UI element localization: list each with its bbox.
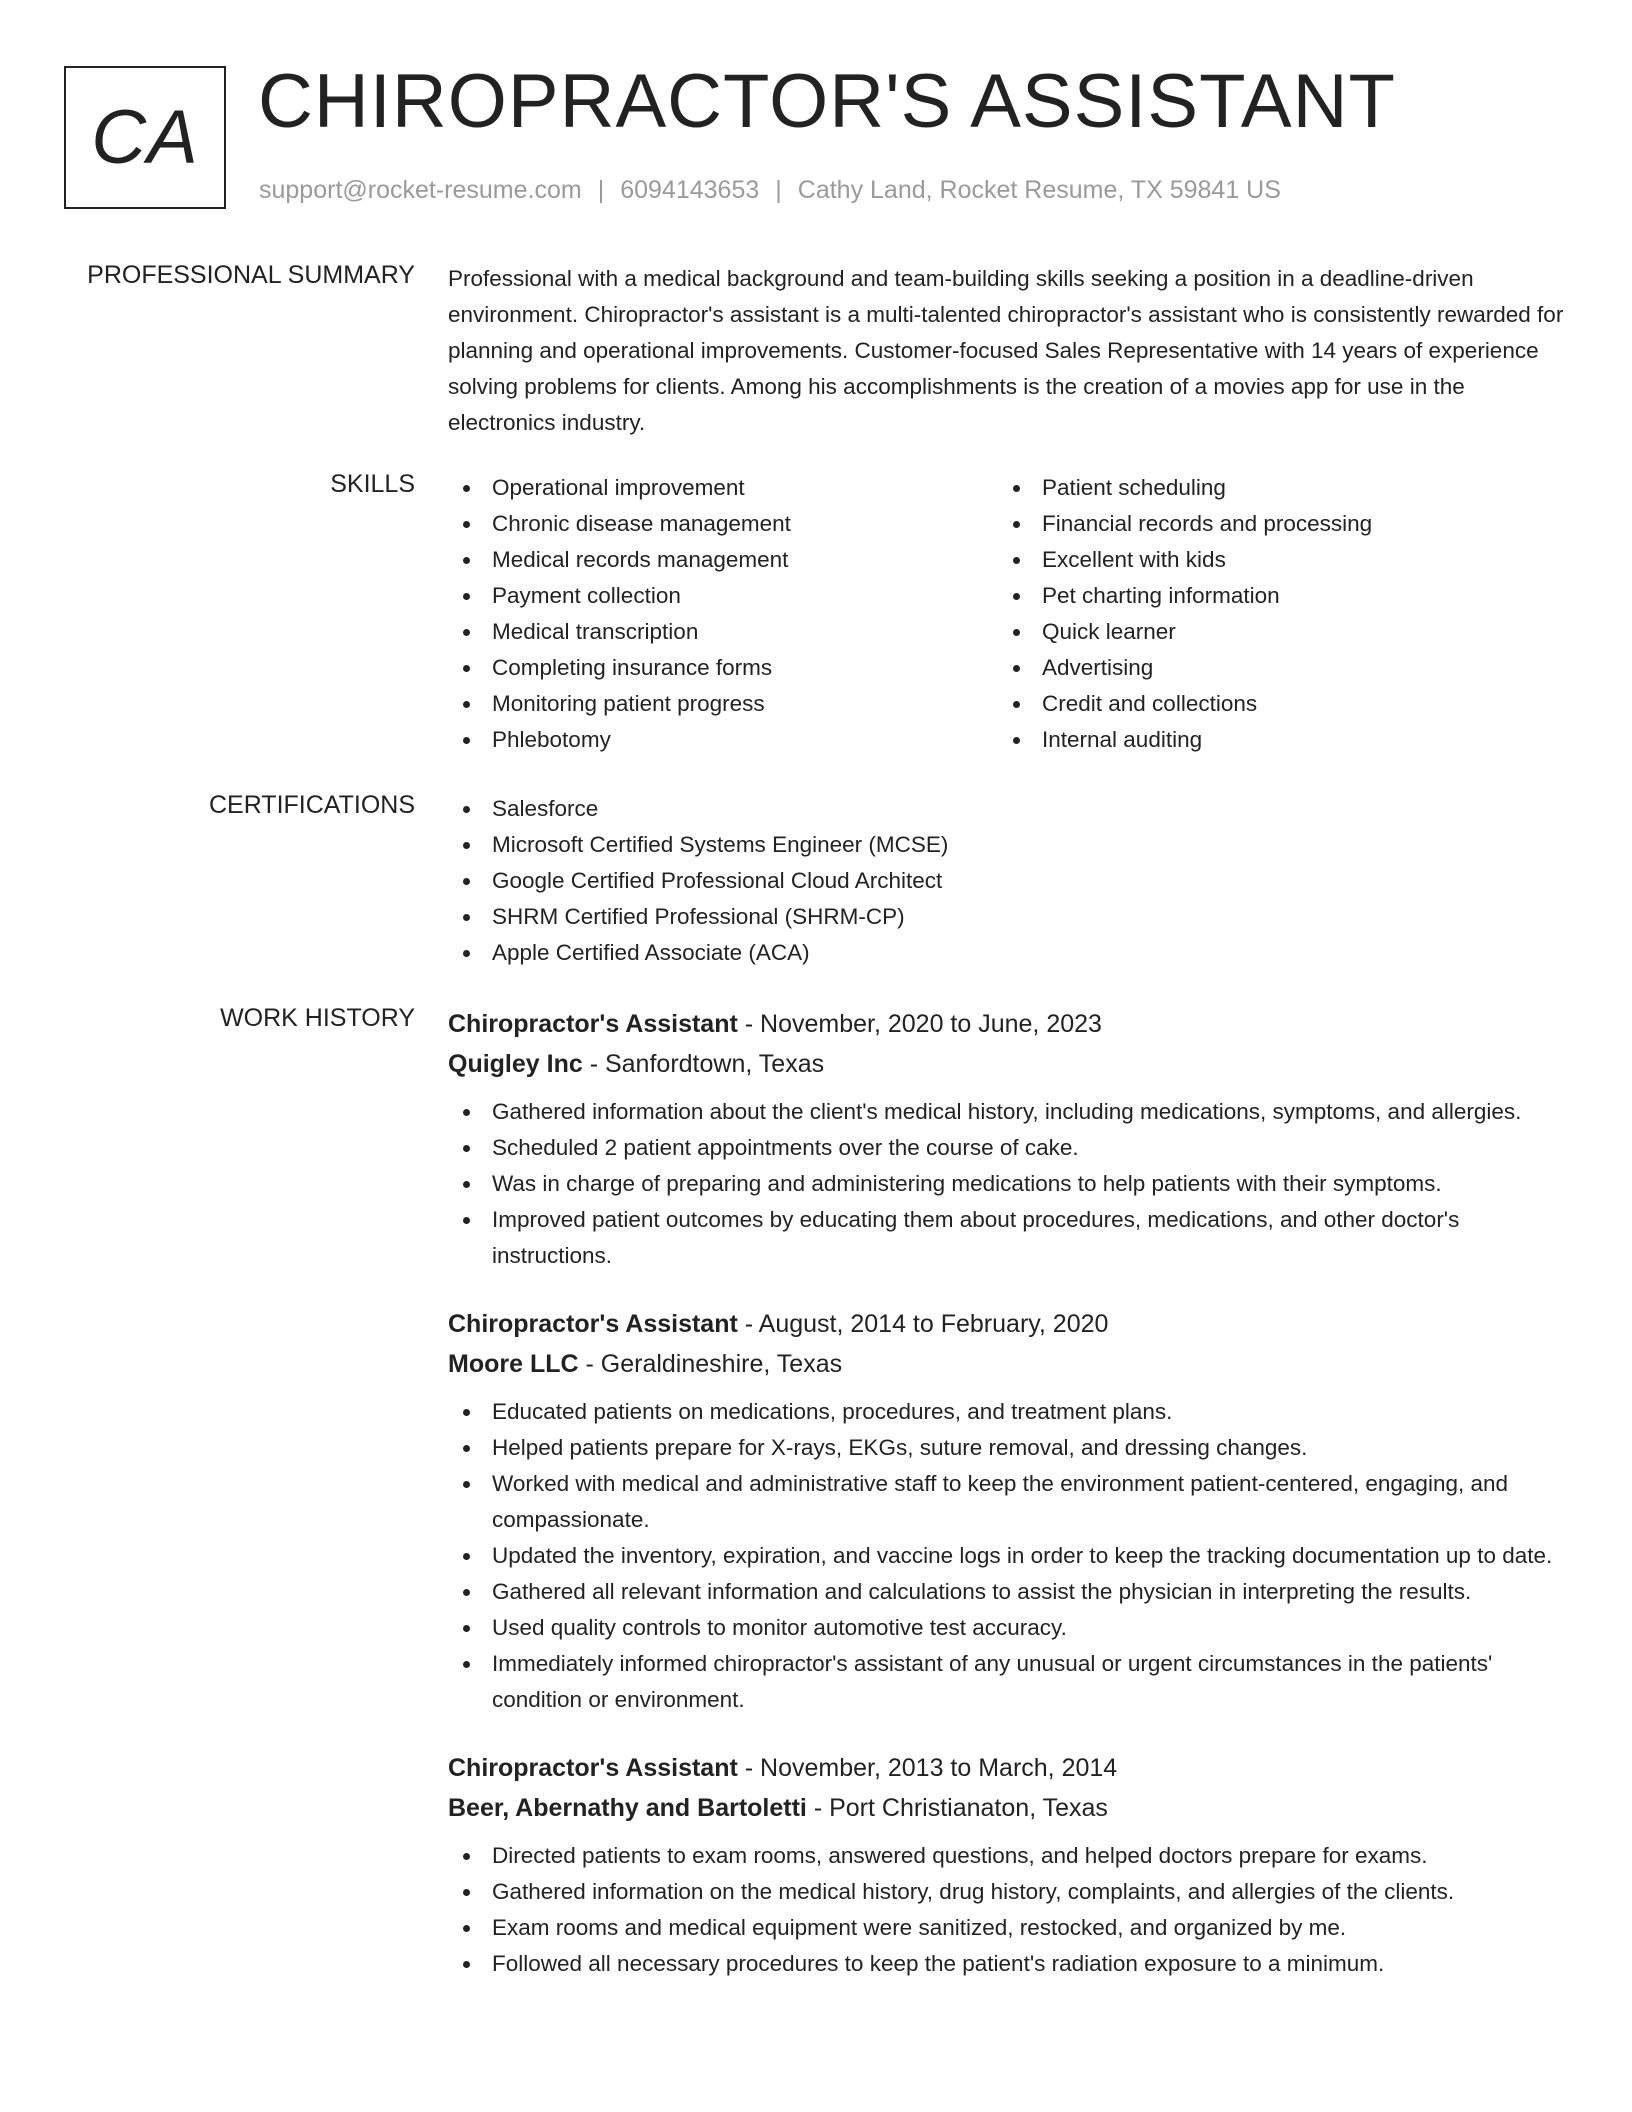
job-dates: - November, 2013 to March, 2014 [737, 1754, 1118, 1782]
certification-item: Google Certified Professional Cloud Architect [448, 863, 1568, 899]
job-location: - Port Christianaton, Texas [806, 1794, 1108, 1822]
skills-list-left [448, 470, 998, 758]
skill-item: Phlebotomy [448, 722, 998, 758]
contact-email[interactable]: support@rocket-resume.com [259, 176, 582, 204]
skill-item: Financial records and processing [998, 506, 1548, 542]
job-duty: Gathered all relevant information and calculations to assist the physician in interpreting the results. [448, 1574, 1568, 1610]
skill-item: Monitoring patient progress [448, 686, 998, 722]
job-entry [448, 1748, 1568, 1982]
job-location: - Sanfordtown, Texas [582, 1050, 825, 1078]
summary-heading: PROFESSIONAL SUMMARY [87, 261, 415, 289]
job-duty: Worked with medical and administrative staff to keep the environment patient-centered, engaging, and compassionate. [448, 1466, 1568, 1538]
job-duty: Was in charge of preparing and administering medications to help patients with their symptoms. [448, 1166, 1568, 1202]
job-entry [448, 1004, 1568, 1274]
job-duty: Used quality controls to monitor automotive test accuracy. [448, 1610, 1568, 1646]
job-duty: Gathered information about the client's medical history, including medications, symptoms, and allergies. [448, 1094, 1568, 1130]
skills-heading: SKILLS [330, 470, 415, 498]
monogram-box [64, 66, 226, 209]
job-duties-list [448, 1838, 1568, 1982]
job-duty: Helped patients prepare for X-rays, EKGs, suture removal, and dressing changes. [448, 1430, 1568, 1466]
job-duty: Educated patients on medications, procedures, and treatment plans. [448, 1394, 1568, 1430]
job-duty: Directed patients to exam rooms, answered questions, and helped doctors prepare for exams. [448, 1838, 1568, 1874]
job-title-line [448, 1304, 1568, 1344]
job-duty: Scheduled 2 patient appointments over the course of cake. [448, 1130, 1568, 1166]
job-duty: Gathered information on the medical history, drug history, complaints, and allergies of the clients. [448, 1874, 1568, 1910]
job-entry [448, 1304, 1568, 1718]
job-dates: - August, 2014 to February, 2020 [737, 1310, 1109, 1338]
job-company-line [448, 1788, 1568, 1828]
work-history-heading: WORK HISTORY [220, 1004, 415, 1032]
skill-item: Patient scheduling [998, 470, 1548, 506]
certification-item: Microsoft Certified Systems Engineer (MCSE) [448, 827, 1568, 863]
job-company-line [448, 1344, 1568, 1384]
skill-item: Completing insurance forms [448, 650, 998, 686]
summary-text: Professional with a medical background and team-building skills seeking a position in a deadline-driven environment. Chiropractor's assistant is a multi-talented chiropractor's assistant who is consistently rewarded for planning and operational improvements. Customer-focused Sales Representative with 14 years of experience solving problems for clients. Among his accomplishments is the creation of a movies app for use in the electronics industry. [448, 266, 1564, 435]
skill-item: Excellent with kids [998, 542, 1548, 578]
contact-phone[interactable]: 6094143653 [620, 176, 760, 204]
skill-item: Operational improvement [448, 470, 998, 506]
job-duty: Exam rooms and medical equipment were sanitized, restocked, and organized by me. [448, 1910, 1568, 1946]
job-duty: Followed all necessary procedures to keep the patient's radiation exposure to a minimum. [448, 1946, 1568, 1982]
job-company: Moore LLC [448, 1350, 579, 1378]
job-title-line [448, 1748, 1568, 1788]
skill-item: Advertising [998, 650, 1548, 686]
skill-item: Credit and collections [998, 686, 1548, 722]
resume-title: CHIROPRACTOR'S ASSISTANT [258, 59, 1396, 144]
skills-columns [448, 470, 1568, 758]
contact-separator: | [597, 176, 605, 204]
job-duty: Immediately informed chiropractor's assistant of any unusual or urgent circumstances in the patients' condition or environment. [448, 1646, 1568, 1718]
contact-address: Cathy Land, Rocket Resume, TX 59841 US [797, 176, 1281, 204]
job-company-line [448, 1044, 1568, 1084]
certification-item: Apple Certified Associate (ACA) [448, 935, 1568, 971]
certification-item: Salesforce [448, 791, 1568, 827]
job-duties-list [448, 1394, 1568, 1718]
contact-separator: | [775, 176, 782, 204]
monogram-initials: CA [91, 95, 199, 180]
skill-item: Medical transcription [448, 614, 998, 650]
job-company: Quigley Inc [448, 1050, 583, 1078]
job-duty: Improved patient outcomes by educating them about procedures, medications, and other doctor's instructions. [448, 1202, 1568, 1274]
job-duties-list [448, 1094, 1568, 1274]
skill-item: Medical records management [448, 542, 998, 578]
skill-item: Payment collection [448, 578, 998, 614]
certifications-heading: CERTIFICATIONS [208, 791, 415, 819]
skill-item: Pet charting information [998, 578, 1548, 614]
work-history-body [448, 1004, 1568, 2012]
certifications-body [448, 791, 1568, 971]
job-role: Chiropractor's Assistant [448, 1754, 738, 1782]
contact-line [259, 176, 1281, 205]
certifications-list [448, 791, 1568, 971]
job-role: Chiropractor's Assistant [448, 1310, 738, 1338]
skill-item: Chronic disease management [448, 506, 998, 542]
skill-item: Internal auditing [998, 722, 1548, 758]
certification-item: SHRM Certified Professional (SHRM-CP) [448, 899, 1568, 935]
skill-item: Quick learner [998, 614, 1548, 650]
job-duty: Updated the inventory, expiration, and vaccine logs in order to keep the tracking documentation up to date. [448, 1538, 1568, 1574]
job-dates: - November, 2020 to June, 2023 [737, 1010, 1102, 1038]
job-company: Beer, Abernathy and Bartoletti [448, 1794, 807, 1822]
skills-list-right [998, 470, 1548, 758]
job-title-line [448, 1004, 1568, 1044]
job-location: - Geraldineshire, Texas [578, 1350, 843, 1378]
job-role: Chiropractor's Assistant [448, 1010, 738, 1038]
